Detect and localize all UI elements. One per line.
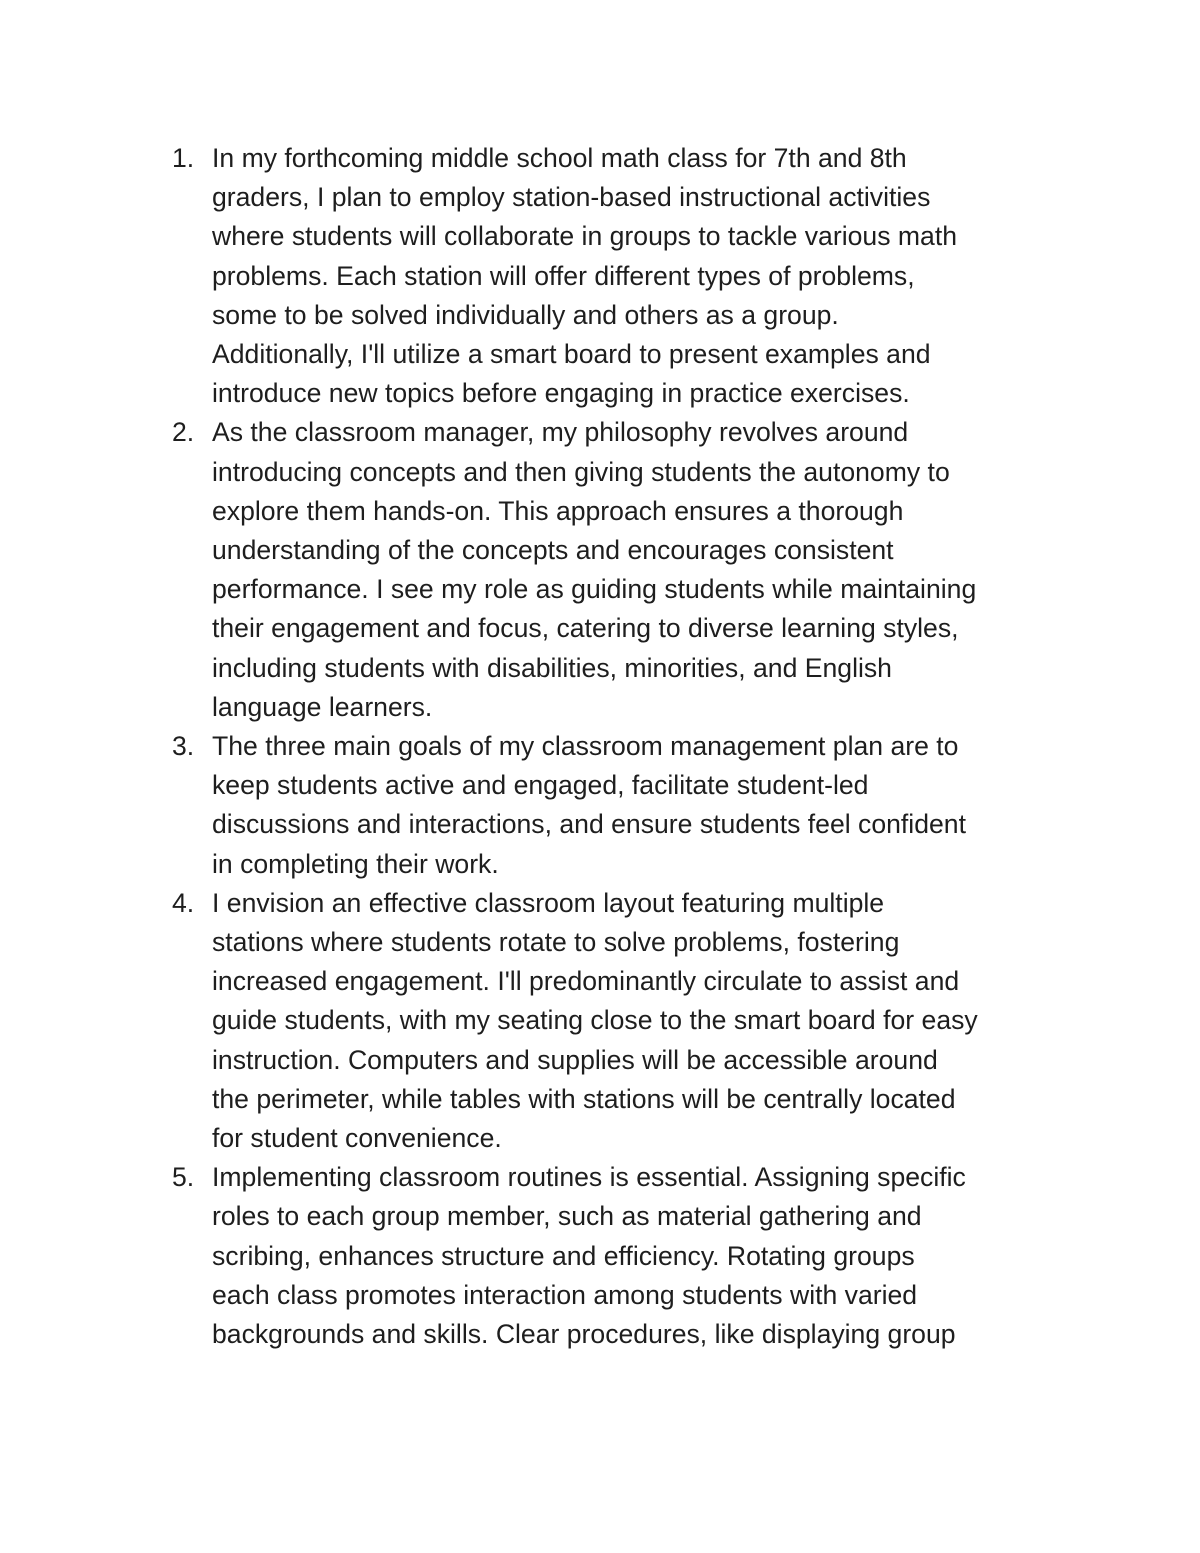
item-text-line: guide students, with my seating close to the smart board for easy <box>212 1005 978 1036</box>
list-item <box>172 1158 1072 1354</box>
item-number: 4. <box>172 887 195 918</box>
item-text-line: I envision an effective classroom layout featuring multiple <box>212 887 885 918</box>
item-text-line: discussions and interactions, and ensure students feel confident <box>212 809 966 840</box>
numbered-list <box>172 139 1072 1354</box>
item-text-line: in completing their work. <box>212 848 499 879</box>
item-number: 5. <box>172 1162 195 1193</box>
item-text-line: increased engagement. I'll predominantly circulate to assist and <box>212 966 960 997</box>
item-text-line: stations where students rotate to solve problems, fostering <box>212 927 900 958</box>
item-text-line: instruction. Computers and supplies will be accessible around <box>212 1044 938 1075</box>
item-text-line: The three main goals of my classroom management plan are to <box>212 731 959 762</box>
item-text-line: Additionally, I'll utilize a smart board to present examples and <box>212 339 931 370</box>
item-text-line: scribing, enhances structure and efficiency. Rotating groups <box>212 1240 915 1271</box>
item-text-line: keep students active and engaged, facilitate student-led <box>212 770 869 801</box>
item-text-line: including students with disabilities, minorities, and English <box>212 652 892 683</box>
item-text-line: backgrounds and skills. Clear procedures, like displaying group <box>212 1319 956 1350</box>
item-text-line: where students will collaborate in groups to tackle various math <box>212 221 958 252</box>
item-text-line: Implementing classroom routines is essential. Assigning specific <box>212 1162 966 1193</box>
item-text-line: roles to each group member, such as material gathering and <box>212 1201 922 1232</box>
list-item <box>172 139 1072 413</box>
item-text-line: explore them hands-on. This approach ensures a thorough <box>212 495 904 526</box>
item-text-line: their engagement and focus, catering to diverse learning styles, <box>212 613 959 644</box>
item-text-line: understanding of the concepts and encourages consistent <box>212 535 894 566</box>
item-number: 2. <box>172 417 195 448</box>
item-text-line: problems. Each station will offer different types of problems, <box>212 260 915 291</box>
item-text-line: graders, I plan to employ station-based instructional activities <box>212 182 931 213</box>
item-text-line: introduce new topics before engaging in practice exercises. <box>212 378 910 409</box>
item-text-line: for student convenience. <box>212 1123 502 1154</box>
item-text-line: each class promotes interaction among students with varied <box>212 1279 918 1310</box>
item-text-line: performance. I see my role as guiding students while maintaining <box>212 574 977 605</box>
item-number: 3. <box>172 731 195 762</box>
item-text-line: As the classroom manager, my philosophy revolves around <box>212 417 909 448</box>
list-item <box>172 884 1072 1158</box>
item-text-line: the perimeter, while tables with stations will be centrally located <box>212 1083 956 1114</box>
item-number: 1. <box>172 143 195 173</box>
item-text-line: introducing concepts and then giving students the autonomy to <box>212 456 950 487</box>
item-text-line: language learners. <box>212 691 433 722</box>
list-item <box>172 413 1072 727</box>
item-text-line: some to be solved individually and others as a group. <box>212 299 839 330</box>
item-text-line: In my forthcoming middle school math class for 7th and 8th <box>212 143 907 173</box>
list-item <box>172 727 1072 884</box>
